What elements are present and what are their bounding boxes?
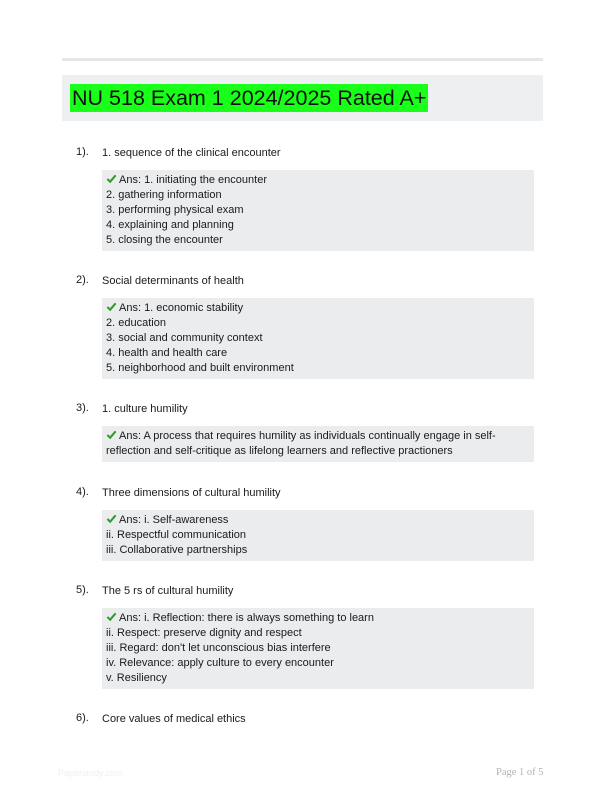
check-icon xyxy=(106,429,117,440)
answer-line: 2. gathering information xyxy=(106,189,222,201)
question-text: The 5 rs of cultural humility xyxy=(102,585,234,597)
top-divider xyxy=(62,58,543,61)
answer-box xyxy=(102,608,534,689)
footer-watermark: Paperstudy.com xyxy=(58,768,123,778)
page-number: Page 1 of 5 xyxy=(496,767,544,778)
title-banner xyxy=(62,75,543,121)
answer-line: iii. Regard: don't let unconscious bias interfere xyxy=(106,642,331,654)
answer-box xyxy=(102,170,534,251)
answer-line: iv. Relevance: apply culture to every encounter xyxy=(106,657,334,669)
answer-line: 3. performing physical exam xyxy=(106,204,244,216)
answer-line: Ans: A process that requires humility as individuals continually engage in self-reflection and self-critique as lifelong learners and reflective practioners xyxy=(106,430,496,457)
answer-line: ii. Respect: preserve dignity and respect xyxy=(106,627,302,639)
answer-line: 5. closing the encounter xyxy=(106,234,223,246)
answer-line: Ans: 1. initiating the encounter xyxy=(119,174,267,186)
answer-box xyxy=(102,298,534,379)
answer-line: 5. neighborhood and built environment xyxy=(106,362,294,374)
check-icon xyxy=(106,513,117,524)
page-title: NU 518 Exam 1 2024/2025 Rated A+ xyxy=(72,86,427,110)
answer-line: 4. explaining and planning xyxy=(106,219,234,231)
question-number: 5). xyxy=(76,584,89,596)
answer-box xyxy=(102,510,534,561)
question-number: 2). xyxy=(76,274,89,286)
answer-line: iii. Collaborative partnerships xyxy=(106,544,248,556)
answer-box xyxy=(102,426,534,462)
question-text: Social determinants of health xyxy=(102,275,244,287)
answer-line: Ans: i. Self-awareness xyxy=(119,514,229,526)
question-number: 6). xyxy=(76,712,89,724)
question-text: 1. sequence of the clinical encounter xyxy=(102,147,281,159)
check-icon xyxy=(106,611,117,622)
check-icon xyxy=(106,301,117,312)
question-number: 3). xyxy=(76,402,89,414)
answer-line: ii. Respectful communication xyxy=(106,529,247,541)
answer-line: 3. social and community context xyxy=(106,332,263,344)
answer-line: Ans: i. Reflection: there is always something to learn xyxy=(119,612,374,624)
answer-line: 2. education xyxy=(106,317,166,329)
answer-line: Ans: 1. economic stability xyxy=(119,302,244,314)
answer-line: 4. health and health care xyxy=(106,347,228,359)
question-number: 1). xyxy=(76,146,89,158)
question-text: Three dimensions of cultural humility xyxy=(102,487,281,499)
answer-line: v. Resiliency xyxy=(106,672,167,684)
question-text: Core values of medical ethics xyxy=(102,713,246,725)
check-icon xyxy=(106,173,117,184)
question-number: 4). xyxy=(76,486,89,498)
question-text: 1. culture humility xyxy=(102,403,188,415)
